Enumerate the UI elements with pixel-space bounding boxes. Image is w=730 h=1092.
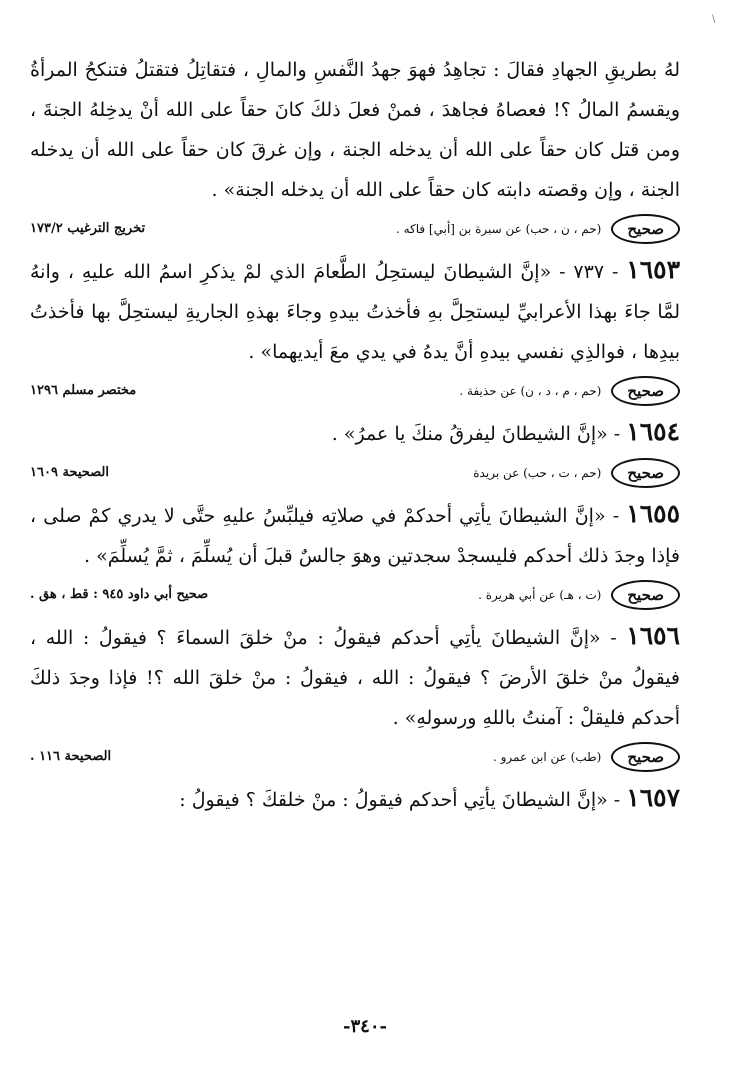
source-reference: تخريج الترغيب ١٧٣/٢ xyxy=(30,221,146,236)
grade-badge: صحيح xyxy=(611,214,680,244)
source-reference: الصحيحة ١١٦ . xyxy=(30,749,112,764)
hadith-1654 xyxy=(30,412,680,454)
page-body xyxy=(30,50,680,820)
grade-badge: صحيح xyxy=(611,580,680,610)
source-attribution: (ت ، هـ) عن أبي هريرة . xyxy=(478,588,602,602)
source-reference: مختصر مسلم ١٢٩٦ xyxy=(30,383,137,398)
source-line xyxy=(30,456,680,490)
source-attribution: (حم ، م ، د ، ن) عن حذيفة . xyxy=(459,384,602,398)
source-attribution: (حم ، ت ، حب) عن بريدة xyxy=(473,466,602,480)
hadith-number: ١٦٥٦ xyxy=(626,621,680,650)
source-reference: صحيح أبي داود ٩٤٥ : قط ، هق . xyxy=(30,587,209,602)
grade-badge: صحيح xyxy=(611,458,680,488)
hadith-1656 xyxy=(30,616,680,738)
grade-badge: صحيح xyxy=(611,742,680,772)
hadith-1653 xyxy=(30,250,680,372)
hadith-text: - «إنَّ الشيطانَ يأتِي أحدكم فيقولُ : منْ خلقَ السماءَ ؟ فيقولُ : الله ، فيقولُ منْ خلقَ الأرضَ ؟ فيقولُ : الله ، فيقولُ : منْ خلقَ الله ؟! فإذا وجدَ ذلكَ أحدكم فليقلْ : آمنتُ باللهِ ورسولهِ» . xyxy=(30,627,680,729)
hadith-number: ١٦٥٧ xyxy=(626,783,680,812)
page-number: -٣٤٠- xyxy=(343,1016,387,1037)
corner-mark: \ xyxy=(712,14,716,25)
hadith-number: ١٦٥٣ xyxy=(626,255,680,284)
source-reference: الصحيحة ١٦٠٩ xyxy=(30,465,109,480)
source-line xyxy=(30,212,680,246)
hadith-text: - «إنَّ الشيطانَ يأتِي أحدكم فيقولُ : منْ خلقكَ ؟ فيقولُ : xyxy=(179,789,621,811)
source-line xyxy=(30,578,680,612)
hadith-text: - ٧٣٧ - «إنَّ الشيطانَ ليستحِلُ الطَّعامَ الذي لمْ يذكرِ اسمُ الله عليهِ ، وانهُ لمَّا جاءَ بهذا الأعرابيِّ ليستحِلَّ بهِ فأخذتُ بيدهِ وجاءَ بهذهِ الجاريةِ ليستحِلَّ بها فأخذتُ بيدِها ، فوالذِي نفسي بيدهِ أنَّ يدهُ في يدي معَ أيديهما» . xyxy=(30,261,680,363)
source-attribution: (طب) عن ابن عمرو . xyxy=(492,750,602,764)
source-line xyxy=(30,374,680,408)
hadith-number: ١٦٥٥ xyxy=(626,499,680,528)
paragraph-continuation: لهُ بطريقِ الجهادِ فقالَ : تجاهِدُ فهوَ جهدُ النَّفسِ والمالِ ، فتقاتِلُ فتقتلُ فتنكحُ المرأةُ ويقسمُ المالُ ؟! فعصاهُ فجاهدَ ، فمنْ فعلَ ذلكَ كانَ حقاً على الله أنْ يدخِلهُ الجنةَ ، ومن قتل كان حقاً على الله أن يدخله الجنة ، وإن غرقَ كان حقاً على الله أن يدخله الجنة ، وإن وقصته دابته كان حقاً على الله أن يدخله الجنة» . xyxy=(30,59,680,201)
hadith-text: - «إنَّ الشيطانَ ليفرقُ منكَ يا عمرُ» . xyxy=(331,423,621,445)
source-line xyxy=(30,740,680,774)
hadith-1657 xyxy=(30,778,680,820)
source-attribution: (حم ، ن ، حب) عن سبرة بن [أبي] فاكه . xyxy=(395,222,602,236)
hadith-1655 xyxy=(30,494,680,576)
grade-badge: صحيح xyxy=(611,376,680,406)
hadith-number: ١٦٥٤ xyxy=(626,417,680,446)
hadith-text: - «إنَّ الشيطانَ يأتِي أحدكمْ في صلاتِه فيلبِّسُ عليهِ حتَّى لا يدري كمْ صلى ، فإذا وجدَ ذلك أحدكم فليسجدْ سجدتين وهوَ جالسٌ قبلَ أن يُسلِّمَ ، ثمَّ يُسلِّمَ» . xyxy=(30,505,680,567)
